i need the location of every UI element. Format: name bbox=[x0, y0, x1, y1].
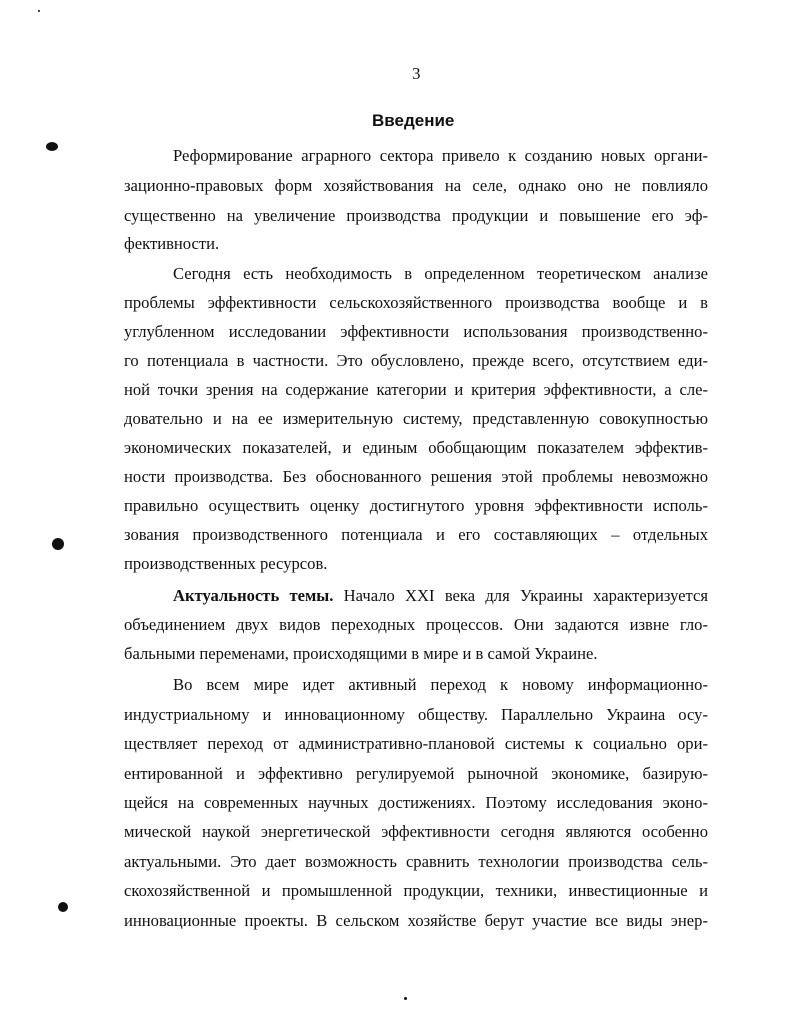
text-line: Реформирование аграрного сектора привело к созданию новых органи- bbox=[173, 146, 708, 165]
text-line: зования производственного потенциала и его составляющих – отдельных bbox=[124, 525, 708, 544]
scan-speck bbox=[38, 10, 40, 12]
text-line: довательно и на ее измерительную систему, представленную совокупностью bbox=[124, 409, 708, 428]
scan-speck bbox=[404, 997, 407, 1000]
text-line: проблемы эффективности сельскохозяйственного производства вообще и в bbox=[124, 293, 708, 312]
text-line: ной точки зрения на содержание категории и критерия эффективности, а сле- bbox=[124, 380, 708, 399]
text-line: ществляет переход от административно-плановой системы к социально ори- bbox=[124, 734, 708, 753]
section-heading: Введение bbox=[372, 111, 455, 130]
text-line: экономических показателей, и единым обобщающим показателем эффектив- bbox=[124, 438, 708, 457]
text-line: фективности. bbox=[124, 234, 220, 253]
text-line: Сегодня есть необходимость в определенном теоретическом анализе bbox=[173, 264, 708, 283]
text-line: инновационные проекты. В сельском хозяйстве берут участие все виды энер- bbox=[124, 911, 708, 930]
text-line: скохозяйственной и промышленной продукции, техники, инвестиционные и bbox=[124, 881, 708, 900]
text-line: щейся на современных научных достижениях. Поэтому исследования эконо- bbox=[124, 793, 708, 812]
text-span: Начало XXI века для Украины характеризуется bbox=[333, 586, 708, 605]
text-line: правильно осуществить оценку достигнутого уровня эффективности исполь- bbox=[124, 496, 708, 515]
text-line: го потенциала в частности. Это обусловлено, прежде всего, отсутствием еди- bbox=[124, 351, 708, 370]
scan-speck bbox=[46, 142, 58, 151]
text-line: актуальными. Это дает возможность сравнить технологии производства сель- bbox=[124, 852, 708, 871]
text-line: Во всем мире идет активный переход к новому информационно- bbox=[173, 675, 708, 694]
text-line: ности производства. Без обоснованного решения этой проблемы невозможно bbox=[124, 467, 708, 486]
text-line: зационно-правовых форм хозяйствования на селе, однако оно не повлияло bbox=[124, 176, 708, 195]
text-line: бальными переменами, происходящими в мире и в самой Украине. bbox=[124, 644, 598, 663]
text-line: индустриальному и инновационному обществу. Параллельно Украина осу- bbox=[124, 705, 708, 724]
text-line: существенно на увеличение производства продукции и повышение его эф- bbox=[124, 206, 708, 225]
scan-speck bbox=[58, 902, 68, 912]
text-line: производственных ресурсов. bbox=[124, 554, 328, 573]
text-line: ентированной и эффективно регулируемой рыночной экономике, базирую- bbox=[124, 764, 708, 783]
text-line: углубленном исследовании эффективности использования производственно- bbox=[124, 322, 708, 341]
bold-lead: Актуальность темы. bbox=[173, 586, 334, 605]
page-number: 3 bbox=[412, 64, 421, 83]
text-line: объединением двух видов переходных процессов. Они задаются извне гло- bbox=[124, 615, 708, 634]
text-line bbox=[173, 586, 708, 606]
text-line: мической наукой энергетической эффективности сегодня являются особенно bbox=[124, 822, 708, 841]
scan-speck bbox=[52, 538, 64, 550]
